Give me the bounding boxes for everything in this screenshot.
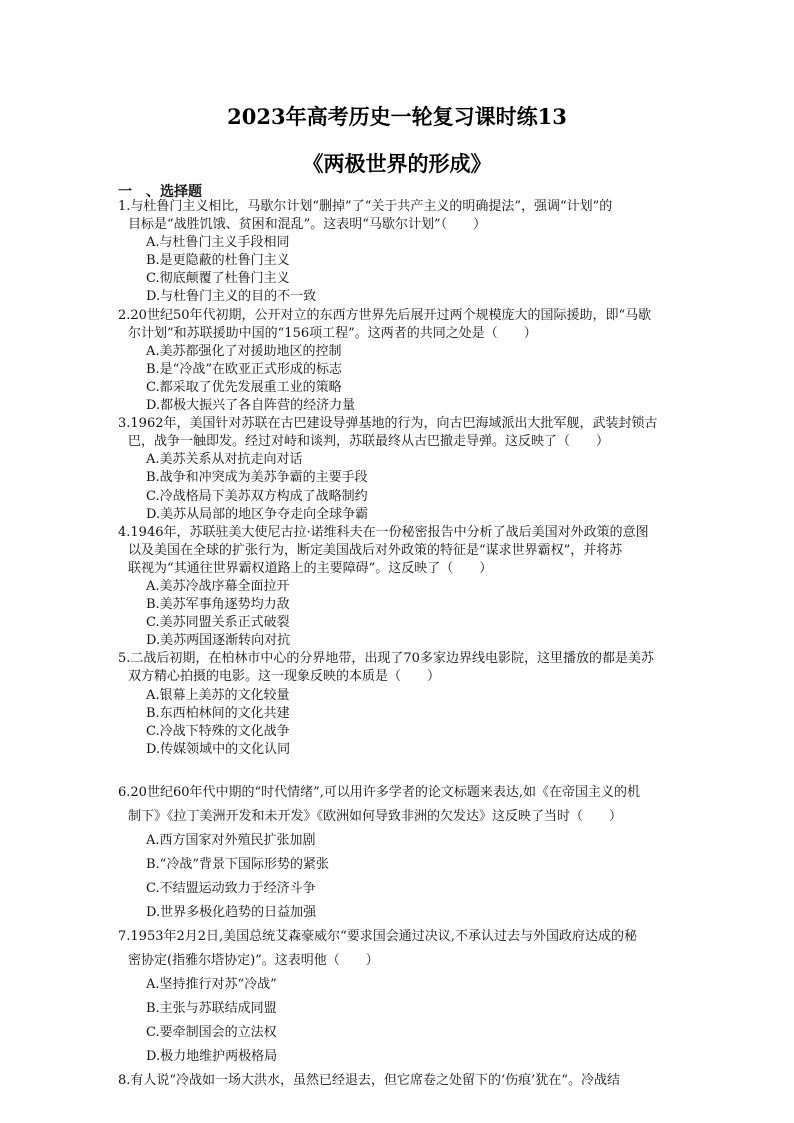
option-b: B.东西柏林间的文化共建 xyxy=(146,705,290,721)
option-a: A.西方国家对外殖民扩张加剧 xyxy=(146,833,316,848)
question-stem-line: 双方精心拍摄的电影。这一现象反映的本质是（ ） xyxy=(128,669,441,685)
question-5 xyxy=(118,650,700,759)
document-subtitle: 《两极世界的形成》 xyxy=(302,151,492,176)
question-stem-line: 4.1946年，苏联驻美大使尼古拉·诺维科夫在一份秘密报告中分析了战后美国对外政策的意图 xyxy=(118,524,649,540)
option-c: C.冷战格局下美苏双方构成了战略制约 xyxy=(146,488,368,504)
option-a: A.与杜鲁门主义手段相同 xyxy=(146,235,290,251)
option-c: C.不结盟运动致力于经济斗争 xyxy=(146,881,316,896)
question-stem-line: 密协定(指雅尔塔协定)”。这表明他（ ） xyxy=(128,953,379,968)
question-2 xyxy=(118,307,700,416)
option-d: D.都极大振兴了各自阵营的经济力量 xyxy=(146,398,356,414)
question-3 xyxy=(118,415,700,524)
question-1 xyxy=(118,198,700,307)
option-b: B.主张与苏联结成同盟 xyxy=(146,1001,277,1016)
document-title: 2023年高考历史一轮复习课时练13 xyxy=(227,104,567,129)
option-a: A.美苏冷战序幕全面拉开 xyxy=(146,578,290,594)
option-d: D.传媒领域中的文化认同 xyxy=(146,741,291,757)
option-c: C.要牵制国会的立法权 xyxy=(146,1025,277,1040)
question-6 xyxy=(118,781,700,925)
question-stem-line: 8.有人说“冷战如一场大洪水，虽然已经退去，但它席卷之处留下的‘伤痕’犹在”。冷战结 xyxy=(118,1073,620,1088)
question-7 xyxy=(118,925,700,1069)
question-stem-line: 巴，战争一触即发。经过对峙和谈判，苏联最终从古巴撤走导弹。这反映了（ ） xyxy=(128,434,610,450)
option-b: B.是更隐蔽的杜鲁门主义 xyxy=(146,253,290,269)
option-a: A.银幕上美苏的文化较量 xyxy=(146,687,290,703)
option-b: B.战争和冲突成为美苏争霸的主要手段 xyxy=(146,470,368,486)
option-c: C.美苏同盟关系正式破裂 xyxy=(146,615,290,631)
question-stem-line: 6.20世纪60年代中期的“时代情绪”,可以用许多学者的论文标题来表达,如《在帝国主义的机 xyxy=(118,785,641,800)
option-d: D.与杜鲁门主义的目的不一致 xyxy=(146,289,317,305)
section-heading: 一 、选择题 xyxy=(118,184,202,200)
questions-block-2 xyxy=(118,781,700,1093)
option-d: D.世界多极化趋势的日益加强 xyxy=(146,905,317,920)
question-4 xyxy=(118,524,700,651)
option-d: D.美苏从局部的地区争夺走向全球争霸 xyxy=(146,506,369,522)
question-stem-line: 联视为“其通往世界霸权道路上的主要障碍”。这反映了（ ） xyxy=(128,560,493,576)
option-c: C.都采取了优先发展重工业的策略 xyxy=(146,379,342,395)
option-a: A.坚持推行对苏“冷战” xyxy=(146,977,277,992)
option-b: B.“冷战”背景下国际形势的紧张 xyxy=(146,857,329,872)
question-stem-line: 7.1953年2月2日,美国总统艾森豪威尔“要求国会通过决议,不承认过去与外国政府达成的秘 xyxy=(118,929,637,944)
option-d: D.极力地维护两极格局 xyxy=(146,1049,278,1064)
option-a: A.美苏都强化了对援助地区的控制 xyxy=(146,343,342,359)
option-b: B.是“冷战”在欧亚正式形成的标志 xyxy=(146,361,342,377)
question-stem-line: 5.二战后初期，在柏林市中心的分界地带，出现了70多家边界线电影院，这里播放的都是美苏 xyxy=(118,651,654,667)
question-stem-line: 目标是“战胜饥饿、贫困和混乱”。这表明“马歇尔计划”（ ） xyxy=(128,217,487,233)
question-stem-line: 制下》《拉丁美洲开发和未开发》《欧洲如何导致非洲的欠发达》这反映了当时（ ） xyxy=(128,809,623,824)
option-c: C.冷战下特殊的文化战争 xyxy=(146,723,290,739)
question-stem-line: 3.1962年，美国针对苏联在古巴建设导弹基地的行为，向古巴海域派出大批军舰，武装封锁古 xyxy=(118,416,658,432)
option-a: A.美苏关系从对抗走向对话 xyxy=(146,452,303,468)
option-c: C.彻底颠覆了杜鲁门主义 xyxy=(146,271,290,287)
option-d: D.美苏两国逐渐转向对抗 xyxy=(146,633,291,649)
questions-block-1 xyxy=(118,198,700,759)
question-stem-line: 2.20世纪50年代初期，公开对立的东西方世界先后展开过两个规模庞大的国际援助，即“马歇 xyxy=(118,307,652,323)
question-stem-line: 尔计划”和苏联援助中国的“156项工程”。这两者的共同之处是（ ） xyxy=(128,325,537,341)
question-stem-line: 1.与杜鲁门主义相比，马歇尔计划“删掉”了“关于共产主义的明确提法”，强调“计划”的 xyxy=(118,199,613,214)
option-b: B.美苏军事角逐势均力敌 xyxy=(146,597,290,613)
question-stem-line: 以及美国在全球的扩张行为，断定美国战后对外政策的特征是“谋求世界霸权”，并将苏 xyxy=(128,542,623,558)
question-8 xyxy=(118,1069,700,1093)
